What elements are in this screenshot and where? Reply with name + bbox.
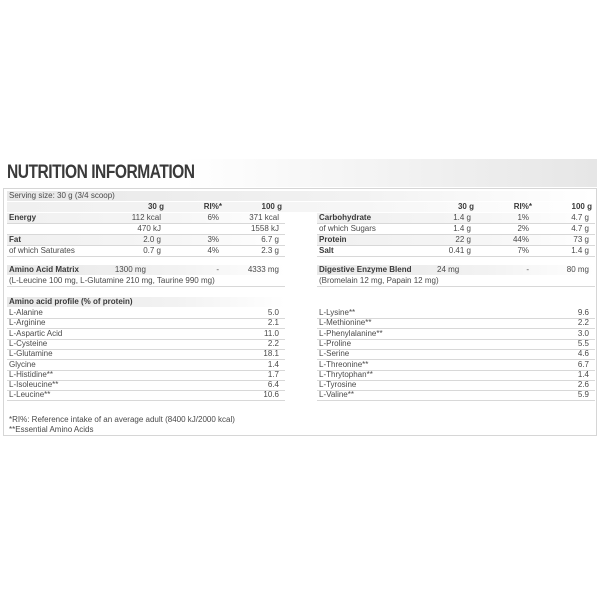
amino-acid-value: 5.9 (577, 390, 589, 400)
amino-acid-row (317, 308, 595, 318)
amino-acid-name: Glycine (9, 359, 36, 369)
nutrient-ri: 1% (517, 213, 529, 222)
profile-title: Amino acid profile (% of protein) (9, 297, 133, 306)
nutrient-value-100g: 6.7 g (261, 235, 279, 244)
nutrient-ri: 2% (517, 224, 529, 233)
nutrient-row (7, 213, 285, 223)
nutrient-ri: 4% (207, 246, 219, 255)
nutrient-label: of which Saturates (9, 246, 75, 255)
row-divider (317, 400, 595, 401)
nutrient-value-100g: 371 kcal (249, 213, 279, 222)
amino-acid-name: L-Valine** (319, 390, 354, 400)
header-30g-left: 30 g (147, 202, 164, 211)
amino-acid-name: L-Glutamine (9, 349, 53, 359)
amino-acid-value: 2.6 (577, 380, 589, 390)
nutrient-value-100g: 2.3 g (261, 246, 279, 255)
amino-acid-name: L-Isoleucine** (9, 380, 59, 390)
amino-matrix-value-100g: 4333 mg (247, 265, 279, 274)
amino-acid-value: 1.7 (267, 369, 279, 379)
amino-acid-row (317, 370, 595, 380)
footnote-text: *RI%: Reference intake of an average adult (8400 kJ/2000 kcal) (9, 415, 235, 424)
amino-acid-name: L-Phenylalanine** (319, 328, 383, 338)
header-100g-right: 100 g (571, 202, 592, 211)
nutrient-value-100g: 1.4 g (571, 246, 589, 255)
row-divider (317, 256, 595, 257)
enzyme-blend-ri: - (526, 265, 529, 274)
enzyme-blend-row (317, 265, 595, 275)
amino-acid-name: L-Methionine** (319, 318, 372, 328)
amino-acid-value: 6.7 (577, 359, 589, 369)
nutrient-label: Fat (9, 235, 21, 244)
amino-matrix-value-30g: 1300 mg (114, 265, 146, 274)
amino-matrix-row (7, 265, 285, 275)
page-title: NUTRITION INFORMATION (7, 162, 195, 183)
amino-acid-row (7, 329, 285, 339)
nutrient-value-30g: 22 g (455, 235, 471, 244)
nutrient-value-30g: 112 kcal (131, 213, 161, 222)
amino-acid-row (7, 390, 285, 400)
amino-acid-value: 3.0 (577, 328, 589, 338)
amino-matrix-label: Amino Acid Matrix (9, 265, 79, 274)
enzyme-blend-detail-row (317, 276, 595, 286)
nutrient-label: Carbohydrate (319, 213, 372, 222)
row-divider (7, 286, 285, 287)
amino-acid-name: L-Threonine** (319, 359, 369, 369)
nutrient-label: Energy (9, 213, 37, 222)
amino-acid-value: 9.6 (577, 308, 589, 317)
header-ri-left: RI%* (203, 202, 222, 211)
amino-acid-value: 2.2 (267, 338, 279, 348)
amino-acid-value: 11.0 (264, 328, 279, 338)
nutrient-label: of which Sugars (319, 224, 376, 233)
row-divider (317, 286, 595, 287)
amino-acid-value: 1.4 (577, 369, 589, 379)
nutrient-value-100g: 4.7 g (571, 213, 589, 222)
amino-acid-name: L-Leucine** (9, 390, 51, 400)
amino-acid-name: L-Alanine (9, 308, 43, 317)
amino-acid-name: L-Serine (319, 349, 350, 359)
amino-matrix-ri: - (216, 265, 219, 274)
amino-acid-row (317, 390, 595, 400)
nutrient-value-30g: 470 kJ (137, 224, 161, 233)
nutrition-table (3, 188, 597, 436)
amino-acid-name: L-Proline (319, 338, 352, 348)
nutrient-value-30g: 2.0 g (143, 235, 161, 244)
nutrient-row (7, 246, 285, 256)
amino-acid-name: L-Aspartic Acid (9, 328, 63, 338)
amino-matrix-detail: (L-Leucine 100 mg, L-Glutamine 210 mg, Taurine 990 mg) (9, 276, 215, 285)
amino-acid-value: 5.0 (267, 308, 279, 317)
row-divider (7, 400, 285, 401)
nutrient-value-100g: 1558 kJ (250, 224, 279, 233)
footnote-text: **Essential Amino Acids (9, 425, 94, 434)
amino-acid-row (7, 370, 285, 380)
enzyme-blend-label: Digestive Enzyme Blend (319, 265, 412, 274)
enzyme-blend-detail: (Bromelain 12 mg, Papain 12 mg) (319, 276, 439, 285)
header-ri-right: RI%* (513, 202, 532, 211)
amino-acid-name: L-Thrytophan** (319, 369, 373, 379)
nutrient-value-30g: 0.41 g (448, 246, 471, 255)
nutrient-value-30g: 1.4 g (453, 213, 471, 222)
amino-acid-value: 1.4 (267, 359, 279, 369)
amino-acid-name: L-Lysine** (319, 308, 356, 317)
amino-acid-value: 6.4 (267, 380, 279, 390)
nutrient-ri: 7% (517, 246, 529, 255)
amino-acid-value: 4.6 (577, 349, 589, 359)
nutrient-value-100g: 4.7 g (571, 224, 589, 233)
amino-acid-value: 5.5 (577, 338, 589, 348)
nutrient-row (317, 246, 595, 256)
amino-acid-row (7, 349, 285, 359)
nutrient-row (317, 235, 595, 245)
amino-acid-name: L-Arginine (9, 318, 46, 328)
serving-size-row (7, 191, 593, 201)
footnote-row (7, 425, 593, 435)
amino-acid-name: L-Cysteine (9, 338, 48, 348)
profile-title-row (7, 297, 285, 307)
amino-acid-row (317, 329, 595, 339)
nutrient-value-100g: 73 g (573, 235, 589, 244)
row-divider (7, 256, 285, 257)
amino-acid-value: 10.6 (263, 390, 279, 400)
header-30g-right: 30 g (457, 202, 474, 211)
amino-acid-value: 2.2 (577, 318, 589, 328)
amino-acid-value: 2.1 (267, 318, 279, 328)
amino-acid-row (317, 318, 595, 328)
nutrient-ri: 6% (207, 213, 219, 222)
amino-acid-name: L-Tyrosine (319, 380, 357, 390)
nutrient-ri: 3% (207, 235, 219, 244)
nutrient-ri: 44% (512, 235, 529, 244)
nutrient-label: Protein (319, 235, 347, 244)
amino-acid-name: L-Histidine** (9, 369, 54, 379)
enzyme-blend-value-30g: 24 mg (437, 265, 460, 274)
amino-acid-row (317, 360, 595, 370)
nutrient-row (7, 224, 285, 234)
nutrient-row (317, 224, 595, 234)
amino-acid-row (317, 380, 595, 390)
nutrient-row (317, 213, 595, 223)
amino-acid-value: 18.1 (263, 349, 279, 359)
amino-acid-row (317, 349, 595, 359)
nutrient-label: Salt (319, 246, 334, 255)
amino-acid-row (7, 380, 285, 390)
column-header-row (7, 202, 593, 212)
amino-acid-row (7, 308, 285, 318)
nutrient-value-30g: 0.7 g (143, 246, 161, 255)
amino-acid-row (317, 339, 595, 349)
nutrient-row (7, 235, 285, 245)
amino-acid-row (7, 339, 285, 349)
serving-size-text: Serving size: 30 g (3/4 scoop) (9, 191, 115, 200)
nutrient-value-30g: 1.4 g (453, 224, 471, 233)
amino-acid-row (7, 318, 285, 328)
footnote-row (7, 415, 593, 425)
header-100g-left: 100 g (261, 202, 282, 211)
amino-matrix-detail-row (7, 276, 285, 286)
enzyme-blend-value-100g: 80 mg (566, 265, 589, 274)
amino-acid-row (7, 360, 285, 370)
